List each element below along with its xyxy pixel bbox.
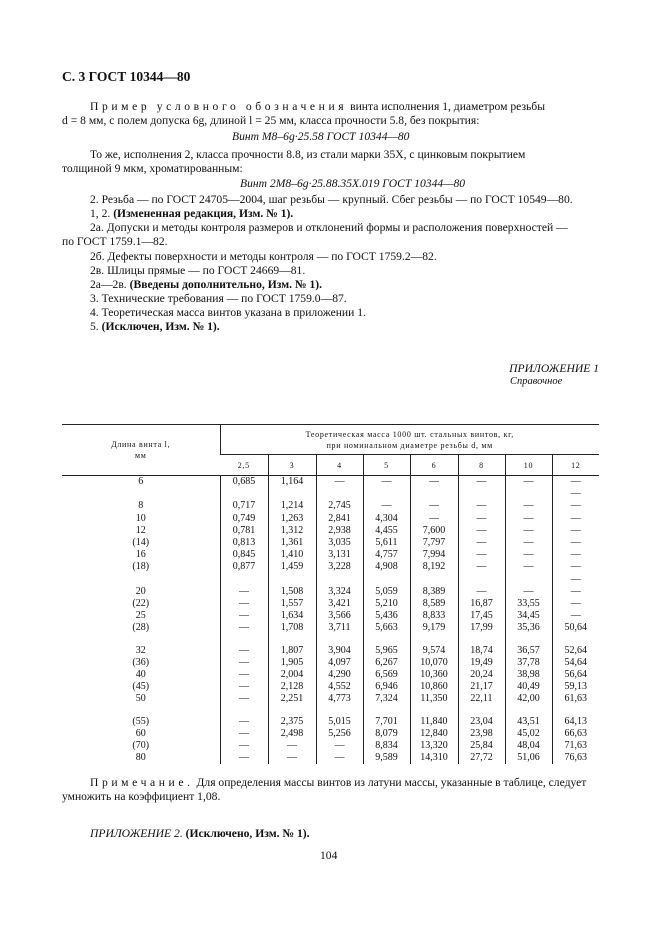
mass-cell: 1,410 — [268, 549, 316, 561]
mass-cell: — — [552, 586, 599, 598]
table-row — [62, 488, 599, 500]
length-header: Длина винта l, мм — [62, 425, 220, 476]
mass-cell: 1,459 — [268, 561, 316, 573]
mass-cell: 0,749 — [220, 513, 268, 525]
clause-2b: 2б. Дефекты поверхности и методы контроля — по ГОСТ 1759.2—82. — [90, 250, 437, 263]
mass-cell: — — [552, 610, 599, 622]
mass-cell: 4,552 — [316, 681, 363, 693]
mass-cell: — — [458, 513, 505, 525]
mass-cell — [458, 488, 505, 500]
mass-cell — [220, 574, 268, 586]
mass-cell: 2,938 — [316, 525, 363, 537]
length-cell: 25 — [135, 610, 146, 622]
table-cell — [316, 635, 363, 645]
mass-cell: 6,946 — [363, 681, 410, 693]
table-cell — [220, 635, 268, 645]
mass-cell: — — [220, 716, 268, 728]
mass-cell: 0,845 — [220, 549, 268, 561]
diameter-header: 8 — [458, 455, 505, 476]
mass-cell: 9,179 — [410, 622, 458, 634]
table-row — [62, 635, 599, 645]
mass-cell: 1,634 — [268, 610, 316, 622]
length-cell: 20 — [135, 585, 146, 597]
clause-2v: 2в. Шлицы прямые — по ГОСТ 24669—81. — [90, 264, 306, 277]
table-cell — [458, 706, 505, 716]
table-row — [62, 657, 599, 669]
mass-cell: 76,63 — [552, 752, 599, 764]
mass-cell: 8,589 — [410, 598, 458, 610]
mass-cell — [316, 574, 363, 586]
mass-cell: 3,035 — [316, 537, 363, 549]
mass-cell: 33,55 — [505, 598, 552, 610]
appendix-2: ПРИЛОЖЕНИЕ 2. (Исключено, Изм. № 1). — [90, 827, 310, 840]
mass-cell — [505, 574, 552, 586]
page-number: 104 — [320, 849, 338, 862]
mass-cell — [316, 488, 363, 500]
mass-cell: 2,251 — [268, 693, 316, 705]
mass-cell: 7,600 — [410, 525, 458, 537]
mass-cell: 0,781 — [220, 525, 268, 537]
length-cell: 50 — [135, 693, 146, 705]
mass-cell: 5,663 — [363, 622, 410, 634]
table-row — [62, 574, 599, 586]
table-cell — [363, 635, 410, 645]
length-cell: 10 — [135, 512, 146, 524]
mass-cell: — — [552, 513, 599, 525]
clause-4: 4. Теоретическая масса винтов указана в приложении 1. — [90, 306, 366, 319]
length-cell: 12 — [135, 524, 146, 536]
mass-cell: 12,840 — [410, 728, 458, 740]
table-cell — [505, 635, 552, 645]
mass-cell: — — [316, 740, 363, 752]
mass-cell: 11,350 — [410, 693, 458, 705]
table-cell — [62, 706, 220, 716]
diameter-header: 4 — [316, 455, 363, 476]
mass-cell: 3,324 — [316, 586, 363, 598]
mass-cell: — — [505, 513, 552, 525]
mass-cell: 2,004 — [268, 669, 316, 681]
length-cell: (18) — [132, 561, 150, 573]
mass-group-header: Теоретическая масса 1000 шт. стальных винтов, кг, при номинальном диаметре резьбы d, мм — [220, 425, 599, 455]
mass-cell: — — [220, 586, 268, 598]
note-line-2: умножить на коэффициент 1,08. — [62, 790, 221, 803]
mass-cell: 4,773 — [316, 693, 363, 705]
mass-cell: 2,498 — [268, 728, 316, 740]
mass-cell: — — [505, 549, 552, 561]
table-row — [62, 537, 599, 549]
mass-cell: 43,51 — [505, 716, 552, 728]
table-row — [62, 645, 599, 657]
mass-cell: 48,04 — [505, 740, 552, 752]
mass-cell: — — [458, 500, 505, 512]
mass-cell: 40,49 — [505, 681, 552, 693]
mass-cell: — — [505, 500, 552, 512]
mass-cell: 3,228 — [316, 561, 363, 573]
mass-cell: 5,015 — [316, 716, 363, 728]
mass-table — [62, 424, 599, 764]
mass-cell: 1,905 — [268, 657, 316, 669]
mass-cell: 1,164 — [268, 476, 316, 489]
clause-3: 3. Технические требования — по ГОСТ 1759.0—87. — [90, 292, 347, 305]
diameter-header: 10 — [505, 455, 552, 476]
clause-5: 5. (Исключен, Изм. № 1). — [90, 320, 220, 333]
mass-cell: 3,904 — [316, 645, 363, 657]
diameter-header: 5 — [363, 455, 410, 476]
mass-cell: 6,267 — [363, 657, 410, 669]
mass-cell: 19,49 — [458, 657, 505, 669]
mass-cell: 1,807 — [268, 645, 316, 657]
mass-cell: — — [552, 488, 599, 500]
mass-cell: 3,131 — [316, 549, 363, 561]
mass-cell: — — [268, 740, 316, 752]
length-cell: 40 — [135, 669, 146, 681]
mass-cell: 5,059 — [363, 586, 410, 598]
example-line-2: d = 8 мм, с полем допуска 6g, длиной l = 25 мм, класса прочности 5.8, без покрытия: — [62, 114, 480, 127]
mass-cell: 66,63 — [552, 728, 599, 740]
mass-cell: — — [552, 549, 599, 561]
mass-cell — [410, 574, 458, 586]
mass-cell: — — [316, 752, 363, 764]
clause-1-2-change: 1, 2. (Измененная редакция, Изм. № 1). — [90, 207, 294, 220]
mass-cell: — — [505, 525, 552, 537]
table-cell — [410, 635, 458, 645]
mass-cell: 1,263 — [268, 513, 316, 525]
mass-cell: 5,256 — [316, 728, 363, 740]
mass-cell: — — [410, 500, 458, 512]
length-cell — [62, 488, 220, 500]
clause-2a-cont: по ГОСТ 1759.1—82. — [62, 235, 168, 248]
table-cell — [268, 706, 316, 716]
mass-cell: 52,64 — [552, 645, 599, 657]
mass-cell: 7,994 — [410, 549, 458, 561]
mass-cell — [363, 574, 410, 586]
diameter-header: 6 — [410, 455, 458, 476]
mass-cell: 16,87 — [458, 598, 505, 610]
mass-cell: 11,840 — [410, 716, 458, 728]
table-cell — [552, 706, 599, 716]
clause-2a-2v: 2а—2в. (Введены дополнительно, Изм. № 1). — [90, 278, 323, 291]
length-cell: (28) — [132, 622, 150, 634]
table-row — [62, 513, 599, 525]
mass-cell: 21,17 — [458, 681, 505, 693]
note-lead: Примечание. — [90, 776, 194, 789]
length-cell: 60 — [135, 727, 146, 739]
mass-cell: 13,320 — [410, 740, 458, 752]
table-cell — [552, 635, 599, 645]
mass-cell: 22,11 — [458, 693, 505, 705]
mass-cell: 4,757 — [363, 549, 410, 561]
length-cell: (14) — [132, 537, 150, 549]
mass-cell: 38,98 — [505, 669, 552, 681]
mass-cell: 71,63 — [552, 740, 599, 752]
mass-cell: 0,877 — [220, 561, 268, 573]
mass-cell: — — [316, 476, 363, 489]
mass-cell — [268, 488, 316, 500]
mass-cell: 1,214 — [268, 500, 316, 512]
table-cell — [268, 635, 316, 645]
table-row — [62, 669, 599, 681]
length-cell: (45) — [132, 681, 150, 693]
mass-cell: 36,57 — [505, 645, 552, 657]
clause-2a: 2а. Допуски и методы контроля размеров и отклонений формы и расположения поверхностей — — [90, 221, 568, 234]
mass-cell: 8,192 — [410, 561, 458, 573]
mass-cell: 7,324 — [363, 693, 410, 705]
mass-cell: 1,312 — [268, 525, 316, 537]
mass-cell: 3,566 — [316, 610, 363, 622]
note-line-1 — [90, 776, 586, 790]
mass-cell: 8,389 — [410, 586, 458, 598]
mass-cell: — — [220, 610, 268, 622]
mass-cell: 4,908 — [363, 561, 410, 573]
mass-cell: — — [458, 476, 505, 489]
example-lead: Пример условного обозначения — [90, 100, 348, 113]
table-cell — [363, 706, 410, 716]
table-row — [62, 525, 599, 537]
mass-cell: 4,455 — [363, 525, 410, 537]
mass-cell: — — [220, 598, 268, 610]
mass-cell: — — [363, 500, 410, 512]
mass-cell — [505, 488, 552, 500]
length-cell: (36) — [132, 656, 150, 668]
table-row — [62, 716, 599, 728]
table-row — [62, 706, 599, 716]
mass-cell: — — [220, 622, 268, 634]
mass-cell: 1,708 — [268, 622, 316, 634]
clause-2: 2. Резьба — по ГОСТ 24705—2004, шаг резьбы — крупный. Сбег резьбы — по ГОСТ 10549—80. — [90, 193, 573, 206]
mass-cell: 5,611 — [363, 537, 410, 549]
mass-cell — [458, 574, 505, 586]
mass-cell: 14,310 — [410, 752, 458, 764]
mass-cell: — — [220, 752, 268, 764]
mass-cell: 5,436 — [363, 610, 410, 622]
table-row — [62, 476, 599, 489]
mass-cell: — — [363, 476, 410, 489]
mass-cell: 0,717 — [220, 500, 268, 512]
length-cell: (22) — [132, 598, 150, 610]
mass-cell: — — [505, 476, 552, 489]
example-line-4: толщиной 9 мкм, хроматированным: — [62, 162, 243, 175]
length-cell: 32 — [135, 644, 146, 656]
mass-cell: 17,99 — [458, 622, 505, 634]
table-cell — [458, 635, 505, 645]
mass-cell: 2,745 — [316, 500, 363, 512]
mass-cell: 56,64 — [552, 669, 599, 681]
mass-cell: — — [552, 537, 599, 549]
mass-cell: 8,079 — [363, 728, 410, 740]
mass-cell: — — [552, 525, 599, 537]
mass-cell: — — [552, 574, 599, 586]
mass-cell: 37,78 — [505, 657, 552, 669]
mass-cell: 2,841 — [316, 513, 363, 525]
mass-cell: 6,569 — [363, 669, 410, 681]
mass-cell: 4,097 — [316, 657, 363, 669]
example-text-1: винта исполнения 1, диаметром резьбы — [347, 100, 545, 113]
mass-cell: 0,813 — [220, 537, 268, 549]
table-row — [62, 728, 599, 740]
mass-cell: 20,24 — [458, 669, 505, 681]
mass-cell: — — [552, 561, 599, 573]
mass-cell: 7,701 — [363, 716, 410, 728]
mass-cell: — — [458, 537, 505, 549]
mass-cell: 0,685 — [220, 476, 268, 489]
mass-cell: — — [458, 525, 505, 537]
example-formula-2: Винт 2М8–6g·25.88.35Х.019 ГОСТ 10344—80 — [240, 177, 466, 190]
mass-cell: — — [458, 549, 505, 561]
mass-cell: 1,557 — [268, 598, 316, 610]
mass-cell: 27,72 — [458, 752, 505, 764]
diameter-header: 2,5 — [220, 455, 268, 476]
mass-cell: 10,360 — [410, 669, 458, 681]
diameter-header: 12 — [552, 455, 599, 476]
table-row — [62, 622, 599, 634]
mass-cell: 3,421 — [316, 598, 363, 610]
mass-cell: 35,36 — [505, 622, 552, 634]
mass-cell: 9,589 — [363, 752, 410, 764]
mass-cell: — — [220, 728, 268, 740]
length-cell: 80 — [135, 752, 146, 764]
mass-cell — [268, 574, 316, 586]
mass-cell: — — [220, 693, 268, 705]
mass-cell: 1,361 — [268, 537, 316, 549]
mass-cell — [410, 488, 458, 500]
table-row — [62, 693, 599, 705]
table-cell — [316, 706, 363, 716]
mass-cell: 42,00 — [505, 693, 552, 705]
mass-cell: 7,797 — [410, 537, 458, 549]
mass-cell: 5,210 — [363, 598, 410, 610]
mass-cell: — — [220, 657, 268, 669]
length-cell: (70) — [132, 740, 150, 752]
mass-cell: 10,860 — [410, 681, 458, 693]
mass-cell: — — [220, 681, 268, 693]
mass-cell: 50,64 — [552, 622, 599, 634]
appendix-1-title: ПРИЛОЖЕНИЕ 1 — [509, 362, 599, 375]
table-row — [62, 610, 599, 622]
table-body — [62, 476, 599, 765]
mass-cell: 10,070 — [410, 657, 458, 669]
mass-cell: 3,711 — [316, 622, 363, 634]
mass-cell: — — [458, 561, 505, 573]
mass-cell: 2,375 — [268, 716, 316, 728]
example-line-3: То же, исполнения 2, класса прочности 8.8, из стали марки 35Х, с цинковым покрытием — [90, 148, 526, 161]
mass-cell: 8,834 — [363, 740, 410, 752]
mass-cell: — — [220, 669, 268, 681]
mass-cell: — — [268, 752, 316, 764]
note-text-1: Для определения массы винтов из латуни массы, указанные в таблице, следует — [193, 776, 587, 789]
length-cell: (55) — [132, 715, 150, 727]
mass-cell: 8,833 — [410, 610, 458, 622]
table-row — [62, 740, 599, 752]
mass-cell: 45,02 — [505, 728, 552, 740]
mass-cell: 18,74 — [458, 645, 505, 657]
mass-cell: 23,98 — [458, 728, 505, 740]
diameter-header: 3 — [268, 455, 316, 476]
mass-cell — [363, 488, 410, 500]
table-cell — [220, 706, 268, 716]
table-row — [62, 752, 599, 764]
mass-cell: — — [505, 586, 552, 598]
mass-cell: — — [410, 513, 458, 525]
mass-cell: 5,965 — [363, 645, 410, 657]
mass-cell: 25,84 — [458, 740, 505, 752]
table-cell — [62, 635, 220, 645]
length-cell: 8 — [138, 500, 144, 512]
mass-cell: — — [505, 537, 552, 549]
length-cell — [62, 574, 220, 586]
mass-cell: — — [552, 476, 599, 489]
table-cell — [410, 706, 458, 716]
mass-cell: 9,574 — [410, 645, 458, 657]
mass-cell: 1,508 — [268, 586, 316, 598]
table-row — [62, 561, 599, 573]
mass-cell: — — [505, 561, 552, 573]
mass-cell: — — [552, 598, 599, 610]
table-row — [62, 500, 599, 512]
mass-cell: 54,64 — [552, 657, 599, 669]
length-cell: 16 — [135, 549, 146, 561]
example-line-1 — [90, 100, 545, 114]
table-row — [62, 586, 599, 598]
mass-cell: 51,06 — [505, 752, 552, 764]
appendix-1-subtitle: Справочное — [510, 376, 563, 387]
mass-cell: 64,13 — [552, 716, 599, 728]
mass-cell: 59,13 — [552, 681, 599, 693]
table-cell — [505, 706, 552, 716]
mass-cell: 17,45 — [458, 610, 505, 622]
mass-cell: — — [220, 740, 268, 752]
table-row — [62, 598, 599, 610]
page-header: С. 3 ГОСТ 10344—80 — [62, 69, 191, 84]
mass-cell: 23,04 — [458, 716, 505, 728]
table-row — [62, 549, 599, 561]
mass-cell — [220, 488, 268, 500]
mass-cell: 61,63 — [552, 693, 599, 705]
mass-cell: — — [220, 645, 268, 657]
table-row — [62, 681, 599, 693]
length-cell: 6 — [138, 476, 144, 487]
example-formula-1: Винт М8–6g·25.58 ГОСТ 10344—80 — [232, 130, 410, 143]
mass-cell: 2,128 — [268, 681, 316, 693]
mass-cell: 4,290 — [316, 669, 363, 681]
mass-cell: 34,45 — [505, 610, 552, 622]
mass-cell: — — [458, 586, 505, 598]
mass-cell: — — [552, 500, 599, 512]
mass-cell: — — [410, 476, 458, 489]
mass-cell: 4,304 — [363, 513, 410, 525]
